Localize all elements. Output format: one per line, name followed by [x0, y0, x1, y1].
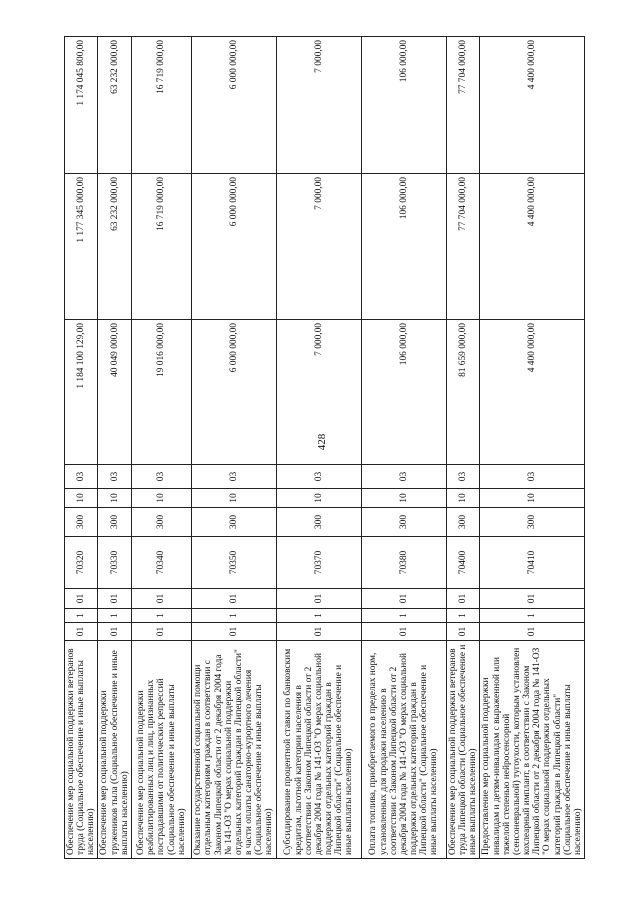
- table-row: [276, 37, 361, 859]
- amount-year-2: 7 000,00: [276, 174, 361, 320]
- amount-year-1: 40 049 000,00: [98, 320, 131, 465]
- subprogram-code: 1: [276, 609, 361, 623]
- subsection-code: 03: [65, 465, 98, 489]
- section-code: 10: [446, 489, 479, 508]
- amount-year-1: 7 000,00: [276, 320, 361, 465]
- subsection-code: 03: [131, 465, 191, 489]
- main-activity-code: 01: [480, 589, 585, 609]
- subprogram-code: 1: [361, 609, 446, 623]
- expense-type-code: 300: [446, 508, 479, 537]
- row-description: Обеспечение мер социальной поддержки реабилитированных лиц и лиц, признанных пострадавшими от политических репрессий (Социальное обеспечение и иные выплаты населению): [131, 641, 191, 859]
- program-code: 01: [276, 623, 361, 641]
- main-activity-code: 01: [361, 589, 446, 609]
- expense-type-code: 300: [480, 508, 585, 537]
- amount-year-3: 7 000,00: [276, 37, 361, 174]
- page-number: 428: [316, 433, 328, 451]
- direction-code: 70380: [361, 537, 446, 589]
- direction-code: 70370: [276, 537, 361, 589]
- amount-year-3: 63 232 000,00: [98, 37, 131, 174]
- direction-code: 70330: [98, 537, 131, 589]
- section-code: 10: [480, 489, 585, 508]
- direction-code: 70320: [65, 537, 98, 589]
- section-code: 10: [191, 489, 276, 508]
- subprogram-code: 1: [480, 609, 585, 623]
- main-activity-code: 01: [276, 589, 361, 609]
- row-description: Оказание государственной социальной помощи отдельным категориям граждан в соответствии с Законом Липецкой области от 2 декабря 2004 года № 141-ОЗ "О мерах социальной поддержки отдельных категорий граждан в Липецкой области" в части оплаты санаторно-курортного лечения (Социальное обеспечение и иные выплаты населению): [191, 641, 276, 859]
- table-row: [191, 37, 276, 859]
- main-activity-code: 01: [98, 589, 131, 609]
- section-code: 10: [65, 489, 98, 508]
- amount-year-1: 1 184 100 129,00: [65, 320, 98, 465]
- section-code: 10: [361, 489, 446, 508]
- row-description: Обеспечение мер социальной поддержки ветеранов труда Липецкой области (Социальное обеспечение и иные выплаты населению): [446, 641, 479, 859]
- amount-year-1: 19 016 000,00: [131, 320, 191, 465]
- expense-type-code: 300: [65, 508, 98, 537]
- program-code: 01: [131, 623, 191, 641]
- main-activity-code: 01: [131, 589, 191, 609]
- subprogram-code: 1: [131, 609, 191, 623]
- amount-year-3: 77 704 000,00: [446, 37, 479, 174]
- section-code: 10: [98, 489, 131, 508]
- subsection-code: 03: [361, 465, 446, 489]
- expense-type-code: 300: [361, 508, 446, 537]
- table-row: [98, 37, 131, 859]
- program-code: 01: [446, 623, 479, 641]
- budget-table-container: [64, 37, 583, 859]
- budget-table: [64, 36, 585, 859]
- table-body: [65, 37, 585, 859]
- expense-type-code: 300: [191, 508, 276, 537]
- program-code: 01: [98, 623, 131, 641]
- amount-year-1: 106 000,00: [361, 320, 446, 465]
- subprogram-code: 1: [446, 609, 479, 623]
- amount-year-3: 6 000 000,00: [191, 37, 276, 174]
- amount-year-2: 6 000 000,00: [191, 174, 276, 320]
- subprogram-code: 1: [191, 609, 276, 623]
- expense-type-code: 300: [276, 508, 361, 537]
- expense-type-code: 300: [98, 508, 131, 537]
- program-code: 01: [480, 623, 585, 641]
- amount-year-2: 106 000,00: [361, 174, 446, 320]
- main-activity-code: 01: [446, 589, 479, 609]
- table-row: [361, 37, 446, 859]
- subprogram-code: 1: [65, 609, 98, 623]
- subsection-code: 03: [98, 465, 131, 489]
- row-description: Оплата топлива, приобретаемого в пределах норм, установленных для продажи населению в соответствии с Законом Липецкой области от 2 декабря 2004 года № 141-ОЗ "О мерах социальной поддержки отдельных категорий граждан в Липецкой области" (Социальное обеспечение и иные выплаты населению): [361, 641, 446, 859]
- table-row: [131, 37, 191, 859]
- amount-year-3: 106 000,00: [361, 37, 446, 174]
- row-description: Субсидирование процентной ставки по банковским кредитам, льготной категории населения в соответствии с Законом Липецкой области от 2 декабря 2004 года № 141-ОЗ "О мерах социальной поддержки отдельных категорий граждан в Липецкой области" (Социальное обеспечение и иные выплаты населению): [276, 641, 361, 859]
- amount-year-3: 1 174 045 800,00: [65, 37, 98, 174]
- subsection-code: 03: [276, 465, 361, 489]
- amount-year-1: 6 000 000,00: [191, 320, 276, 465]
- program-code: 01: [361, 623, 446, 641]
- amount-year-1: 4 400 000,00: [480, 320, 585, 465]
- amount-year-2: 63 232 000,00: [98, 174, 131, 320]
- direction-code: 70340: [131, 537, 191, 589]
- subprogram-code: 1: [98, 609, 131, 623]
- row-description: Предоставление мер социальной поддержки инвалидам и детям-инвалидам с выраженной или тяжелой степенью нейросенсорной (сенсоневральной) тугоухости, которым установлен кохлеарный имплант, в соответствии с Законом Липецкой области от 2 декабря 2004 года № 141-ОЗ "О мерах социальной поддержки отдельных категорий граждан в Липецкой области" (Социальное обеспечение и иные выплаты населению): [480, 641, 585, 859]
- amount-year-1: 81 659 000,00: [446, 320, 479, 465]
- main-activity-code: 01: [65, 589, 98, 609]
- program-code: 01: [65, 623, 98, 641]
- direction-code: 70400: [446, 537, 479, 589]
- subsection-code: 03: [480, 465, 585, 489]
- subsection-code: 03: [446, 465, 479, 489]
- program-code: 01: [191, 623, 276, 641]
- subsection-code: 03: [191, 465, 276, 489]
- expense-type-code: 300: [131, 508, 191, 537]
- row-description: Обеспечение мер социальной поддержки ветеранов труда (Социальное обеспечение и иные выплаты населению): [65, 641, 98, 859]
- amount-year-2: 77 704 000,00: [446, 174, 479, 320]
- table-row: [65, 37, 98, 859]
- direction-code: 70410: [480, 537, 585, 589]
- amount-year-2: 1 177 345 000,00: [65, 174, 98, 320]
- amount-year-2: 16 719 000,00: [131, 174, 191, 320]
- direction-code: 70350: [191, 537, 276, 589]
- amount-year-2: 4 400 000,00: [480, 174, 585, 320]
- section-code: 10: [131, 489, 191, 508]
- amount-year-3: 16 719 000,00: [131, 37, 191, 174]
- table-row: [446, 37, 479, 859]
- amount-year-3: 4 400 000,00: [480, 37, 585, 174]
- section-code: 10: [276, 489, 361, 508]
- row-description: Обеспечение мер социальной поддержки тружеников тыла (Социальное обеспечение и иные выплаты населению): [98, 641, 131, 859]
- main-activity-code: 01: [191, 589, 276, 609]
- table-row: [480, 37, 585, 859]
